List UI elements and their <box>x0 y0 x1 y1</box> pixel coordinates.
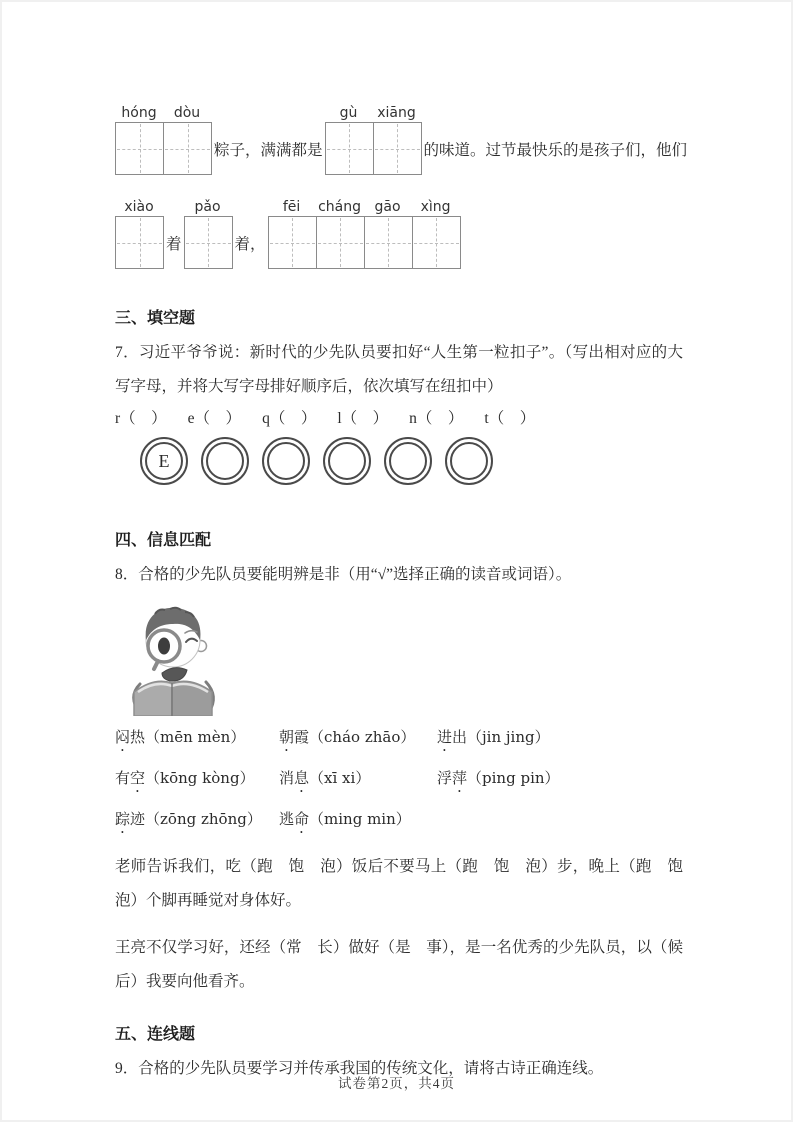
pinyin-choice-item: 闷热（mēn mèn） <box>115 728 246 746</box>
pinyin-label: hóng <box>121 105 157 121</box>
button-circle-row <box>140 437 683 485</box>
writing-cell <box>317 217 365 268</box>
pinyin-labels <box>268 198 461 216</box>
pinyin-labels <box>325 104 422 122</box>
button-circle <box>262 437 310 485</box>
section-title-line-matching: 五、连线题 <box>115 1026 196 1043</box>
writing-cell <box>326 123 374 174</box>
letter-blank-row <box>115 408 683 429</box>
pinyin-label: xìng <box>420 199 451 215</box>
pinyin-choice-item: 逃命（ming min） <box>279 810 411 828</box>
writing-cell <box>164 123 211 174</box>
page-footer: 试卷第2页，共4页 <box>338 1076 455 1091</box>
writing-boxes <box>325 122 422 175</box>
cloze-text: 粽子，满满都是 <box>214 142 323 159</box>
button-circle <box>445 437 493 485</box>
writing-boxes <box>115 216 164 269</box>
section-title-matching: 四、信息匹配 <box>115 532 212 549</box>
pinyin-label: fēi <box>282 199 301 215</box>
pinyin-writing-grid <box>115 198 164 269</box>
writing-boxes <box>184 216 233 269</box>
pinyin-choice-item: 有空（kōng kòng） <box>115 769 255 787</box>
pinyin-label: gāo <box>374 199 401 215</box>
writing-cell <box>374 123 421 174</box>
pinyin-choice-item: 朝霞（cháo zhāo） <box>279 728 416 746</box>
question-8-text: 8．合格的少先队员要能明辨是非（用“√”选择正确的读音或词语）。 <box>115 566 572 583</box>
pinyin-labels <box>184 198 233 216</box>
button-circle <box>201 437 249 485</box>
section-title-fill-blanks: 三、填空题 <box>115 310 196 327</box>
writing-cell <box>116 217 163 268</box>
pinyin-writing-grid <box>184 198 233 269</box>
word-choice-paragraph-2: 王亮不仅学习好，还经（常 长）做好（是 事），是一名优秀的少先队员，以（候 后）我要向他看齐。 <box>115 939 699 990</box>
writing-cell <box>413 217 460 268</box>
pinyin-writing-grid <box>268 198 461 269</box>
letter-blank: t（ ） <box>484 410 536 427</box>
pinyin-choice-grid <box>115 726 683 837</box>
cloze-row-1 <box>115 104 688 175</box>
question-9-text: 9．合格的少先队员要学习并传承我国的传统文化，请将古诗正确连线。 <box>115 1060 604 1077</box>
pinyin-label: dòu <box>173 105 201 121</box>
cloze-row-2 <box>115 198 683 269</box>
pinyin-writing-grid <box>325 104 422 175</box>
writing-cell <box>116 123 164 174</box>
writing-cell <box>185 217 232 268</box>
writing-cell <box>269 217 317 268</box>
pinyin-labels <box>115 104 212 122</box>
cloze-text: 的味道。过节最快乐的是孩子们，他们 <box>423 142 688 159</box>
pinyin-writing-grid <box>115 104 212 175</box>
pinyin-choice-item: 踪迹（zōng zhōng） <box>115 810 262 828</box>
button-circle <box>140 437 188 485</box>
pinyin-choice-item: 进出（jin jing） <box>437 728 550 746</box>
letter-blank: e（ ） <box>187 410 242 427</box>
button-letter: E <box>158 450 170 471</box>
pinyin-label: gù <box>339 105 358 121</box>
boy-reading-icon <box>115 600 231 716</box>
pinyin-choice-item: 浮萍（ping pin） <box>437 769 560 787</box>
letter-blank: r（ ） <box>115 410 167 427</box>
letter-blank: q（ ） <box>262 410 317 427</box>
exam-content <box>115 0 699 1086</box>
question-7-text: 7．习近平爷爷说：新时代的少先队员要扣好“人生第一粒扣子”。（写出相对应的大写字母，并将大写字母排好顺序后，依次填写在纽扣中） <box>115 344 683 395</box>
letter-blank: l（ ） <box>337 410 389 427</box>
pinyin-choice-item: 消息（xī xi） <box>279 769 371 787</box>
cloze-text: 着， <box>234 236 266 253</box>
letter-blank: n（ ） <box>409 410 464 427</box>
pinyin-labels <box>115 198 164 216</box>
writing-boxes <box>268 216 461 269</box>
word-choice-paragraph-1: 老师告诉我们，吃（跑 饱 泡）饭后不要马上（跑 饱 泡）步，晚上（跑 饱 泡）个脚再睡觉对身体好。 <box>115 858 699 909</box>
cloze-text: 着 <box>166 236 182 253</box>
pinyin-label: xiāng <box>377 105 416 121</box>
writing-cell <box>365 217 413 268</box>
button-circle <box>323 437 371 485</box>
pinyin-label: xiào <box>124 199 154 215</box>
writing-boxes <box>115 122 212 175</box>
button-circle <box>384 437 432 485</box>
pinyin-label: cháng <box>318 199 361 215</box>
pinyin-label: pǎo <box>194 199 221 215</box>
boy-reading-illustration <box>115 600 683 716</box>
